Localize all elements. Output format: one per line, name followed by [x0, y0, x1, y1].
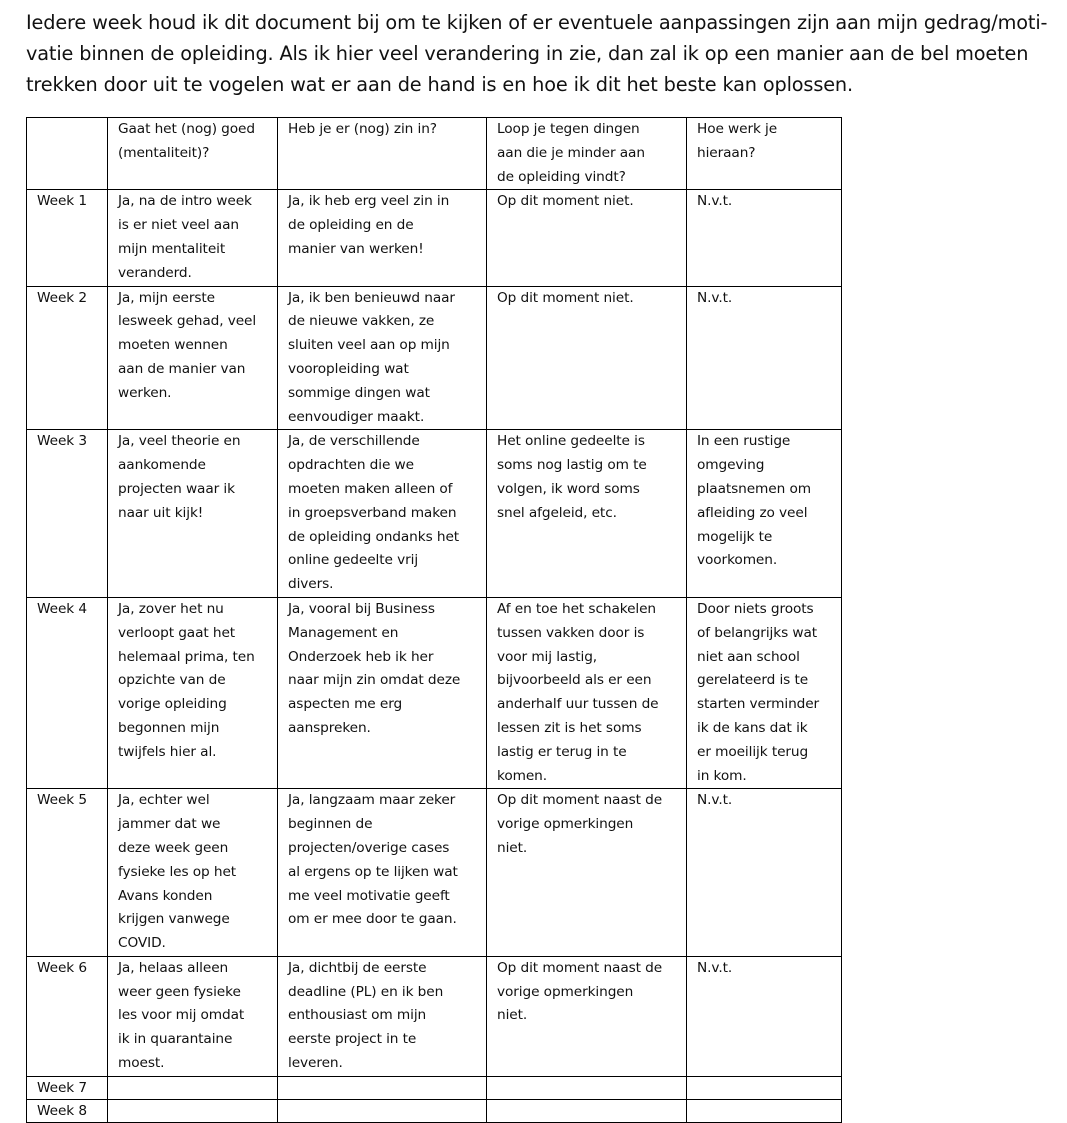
cell-line: Ja, dichtbij de eerste [288, 959, 427, 976]
cell-line: Ja, veel theorie en [118, 433, 241, 450]
week-label: Week 7 [27, 1076, 108, 1099]
cell-line: in groepsverband maken [288, 504, 457, 521]
mentality-cell [108, 190, 278, 286]
difficulties-cell [487, 956, 687, 1076]
week-label: Week 3 [27, 430, 108, 598]
cell-line: moeten maken alleen of [288, 480, 453, 497]
cell-line: Ja, langzaam maar zeker [288, 792, 456, 809]
cell-line: veranderd. [118, 264, 192, 281]
cell-line: manier van werken! [288, 240, 424, 257]
cell-line: Ja, ik ben benieuwd naar [288, 289, 455, 306]
cell-line: Op dit moment naast de [497, 959, 663, 976]
motivation-cell [278, 430, 487, 598]
cell-line: opzichte van de [118, 672, 226, 689]
cell-line: leveren. [288, 1055, 343, 1072]
cell-line: aan de manier van [118, 360, 246, 377]
cell-line: lesweek gehad, veel [118, 313, 257, 330]
cell-line: plaatsnemen om [697, 480, 811, 497]
week-label: Week 2 [27, 286, 108, 430]
cell-line: vorige opmerkingen [497, 983, 634, 1000]
cell-line: vooropleiding wat [288, 360, 409, 377]
mentality-cell [108, 286, 278, 430]
header-line: Loop je tegen dingen [497, 121, 640, 137]
difficulties-cell [487, 1099, 687, 1122]
approach-cell [687, 1099, 842, 1122]
cell-line: Ja, na de intro week [118, 193, 252, 210]
cell-line: niet. [497, 839, 528, 856]
cell-line: verloopt gaat het [118, 624, 236, 641]
cell-line: niet. [497, 1007, 528, 1024]
cell-line: ik in quarantaine [118, 1031, 233, 1048]
mentality-cell [108, 1099, 278, 1122]
approach-cell [687, 1076, 842, 1099]
mentality-cell [108, 430, 278, 598]
table-row [27, 286, 842, 430]
cell-line: Onderzoek heb ik her [288, 648, 434, 665]
header-line: aan die je minder aan [497, 144, 645, 161]
cell-line: al ergens op te lijken wat [288, 863, 458, 880]
cell-line: de opleiding ondanks het [288, 528, 460, 545]
cell-line: me veel motivatie geeft [288, 887, 450, 904]
intro-line: Iedere week houd ik dit document bij om te kijken of er eventuele aanpassingen zijn aan mijn gedrag/moti- [26, 11, 1048, 34]
cell-line: eenvoudiger maakt. [288, 408, 425, 425]
cell-line: afleiding zo veel [697, 504, 808, 521]
cell-line: mogelijk te [697, 528, 773, 545]
cell-line: aspecten me erg [288, 696, 403, 713]
cell-line: soms nog lastig om te [497, 457, 647, 474]
header-line: Gaat het (nog) goed [118, 121, 255, 137]
mentality-cell [108, 597, 278, 788]
cell-line: voorkomen. [697, 552, 778, 569]
cell-line: les voor mij omdat [118, 1007, 245, 1024]
cell-line: is er niet veel aan [118, 217, 239, 234]
cell-line: vorige opleiding [118, 696, 227, 713]
motivation-cell [278, 956, 487, 1076]
table-row [27, 190, 842, 286]
header-line: (mentaliteit)? [118, 144, 210, 161]
cell-line: N.v.t. [697, 289, 733, 306]
difficulties-cell [487, 1076, 687, 1099]
cell-line: enthousiast om mijn [288, 1007, 427, 1024]
cell-line: tussen vakken door is [497, 624, 645, 641]
cell-line: Ja, echter wel [118, 792, 210, 809]
cell-line: snel afgeleid, etc. [497, 504, 617, 521]
cell-line: helemaal prima, ten [118, 648, 255, 665]
intro-line: vatie binnen de opleiding. Als ik hier veel verandering in zie, dan zal ik op een manier aan de bel moeten [26, 42, 1029, 65]
mentality-cell [108, 789, 278, 957]
cell-line: of belangrijks wat [697, 624, 817, 641]
cell-line: komen. [497, 767, 547, 784]
cell-line: begonnen mijn [118, 719, 220, 736]
cell-line: sommige dingen wat [288, 384, 430, 401]
cell-line: Ja, de verschillende [288, 433, 420, 450]
header-mentality [108, 118, 278, 190]
intro-line: trekken door uit te vogelen wat er aan de hand is en hoe ik dit het beste kan oplossen. [26, 73, 853, 96]
cell-line: online gedeelte vrij [288, 552, 419, 569]
table-body [27, 118, 842, 1123]
cell-line: anderhalf uur tussen de [497, 696, 659, 713]
week-label: Week 6 [27, 956, 108, 1076]
approach-cell [687, 190, 842, 286]
cell-line: Ja, zover het nu [118, 600, 224, 617]
weekly-reflection-table [26, 117, 842, 1123]
cell-line: Ja, vooral bij Business [288, 600, 435, 617]
cell-line: aankomende [118, 457, 206, 474]
cell-line: volgen, ik word soms [497, 480, 640, 497]
cell-line: Op dit moment niet. [497, 289, 634, 306]
approach-cell [687, 286, 842, 430]
cell-line: sluiten veel aan op mijn [288, 337, 450, 354]
approach-cell [687, 956, 842, 1076]
cell-line: Ja, mijn eerste [118, 289, 215, 306]
cell-line: gerelateerd is te [697, 672, 809, 689]
cell-line: Op dit moment naast de [497, 792, 663, 809]
cell-line: twijfels hier al. [118, 743, 217, 760]
cell-line: Op dit moment niet. [497, 193, 634, 210]
cell-line: eerste project in te [288, 1031, 417, 1048]
difficulties-cell [487, 789, 687, 957]
motivation-cell [278, 1076, 487, 1099]
cell-line: lessen zit is het soms [497, 719, 642, 736]
cell-line: ik de kans dat ik [697, 719, 808, 736]
cell-line: Ja, ik heb erg veel zin in [288, 193, 450, 210]
approach-cell [687, 430, 842, 598]
cell-line: naar mijn zin omdat deze [288, 672, 461, 689]
cell-line: de nieuwe vakken, ze [288, 313, 435, 330]
header-line: de opleiding vindt? [497, 168, 626, 185]
week-label: Week 8 [27, 1099, 108, 1122]
cell-line: deze week geen [118, 839, 229, 856]
cell-line: N.v.t. [697, 792, 733, 809]
cell-line: Het online gedeelte is [497, 433, 645, 450]
cell-line: projecten waar ik [118, 480, 235, 497]
cell-line: Ja, helaas alleen [118, 959, 229, 976]
cell-line: de opleiding en de [288, 217, 414, 234]
cell-line: Door niets groots [697, 600, 814, 617]
approach-cell [687, 597, 842, 788]
cell-line: divers. [288, 576, 334, 593]
table-row [27, 1099, 842, 1122]
cell-line: lastig er terug in te [497, 743, 627, 760]
cell-line: in kom. [697, 767, 747, 784]
cell-line: omgeving [697, 457, 765, 474]
table-row [27, 1076, 842, 1099]
cell-line: Af en toe het schakelen [497, 600, 656, 617]
table-row [27, 789, 842, 957]
cell-line: N.v.t. [697, 959, 733, 976]
cell-line: moest. [118, 1055, 165, 1072]
cell-line: mijn mentaliteit [118, 240, 226, 257]
cell-line: Management en [288, 624, 399, 641]
motivation-cell [278, 1099, 487, 1122]
cell-line: werken. [118, 384, 172, 401]
motivation-cell [278, 286, 487, 430]
cell-line: moeten wennen [118, 337, 228, 354]
mentality-cell [108, 956, 278, 1076]
cell-line: beginnen de [288, 816, 373, 833]
motivation-cell [278, 190, 487, 286]
cell-line: vorige opmerkingen [497, 816, 634, 833]
cell-line: N.v.t. [697, 193, 733, 210]
difficulties-cell [487, 190, 687, 286]
cell-line: jammer dat we [118, 816, 221, 833]
table-row [27, 956, 842, 1076]
cell-line: bijvoorbeeld als er een [497, 672, 652, 689]
cell-line: niet aan school [697, 648, 800, 665]
header-line: Hoe werk je [697, 121, 778, 137]
mentality-cell [108, 1076, 278, 1099]
header-line: Heb je er (nog) zin in? [288, 121, 437, 137]
week-label: Week 1 [27, 190, 108, 286]
cell-line: naar uit kijk! [118, 504, 204, 521]
cell-line: opdrachten die we [288, 457, 414, 474]
cell-line: starten verminder [697, 696, 820, 713]
week-label: Week 5 [27, 789, 108, 957]
motivation-cell [278, 789, 487, 957]
cell-line: weer geen fysieke [118, 983, 241, 1000]
header-row [27, 118, 842, 190]
cell-line: projecten/overige cases [288, 839, 450, 856]
cell-line: In een rustige [697, 433, 791, 450]
cell-line: fysieke les op het [118, 863, 237, 880]
table-row [27, 597, 842, 788]
cell-line: krijgen vanwege [118, 911, 230, 928]
motivation-cell [278, 597, 487, 788]
header-empty [27, 118, 108, 190]
cell-line: er moeilijk terug [697, 743, 809, 760]
approach-cell [687, 789, 842, 957]
header-approach [687, 118, 842, 190]
week-label: Week 4 [27, 597, 108, 788]
table-row [27, 430, 842, 598]
header-motivation [278, 118, 487, 190]
cell-line: deadline (PL) en ik ben [288, 983, 444, 1000]
cell-line: Avans konden [118, 887, 213, 904]
intro-paragraph [26, 7, 1058, 100]
cell-line: aanspreken. [288, 719, 371, 736]
cell-line: voor mij lastig, [497, 648, 598, 665]
cell-line: om er mee door te gaan. [288, 911, 457, 928]
header-difficulties [487, 118, 687, 190]
header-line: hieraan? [697, 144, 756, 161]
difficulties-cell [487, 597, 687, 788]
difficulties-cell [487, 286, 687, 430]
cell-line: COVID. [118, 935, 166, 952]
difficulties-cell [487, 430, 687, 598]
